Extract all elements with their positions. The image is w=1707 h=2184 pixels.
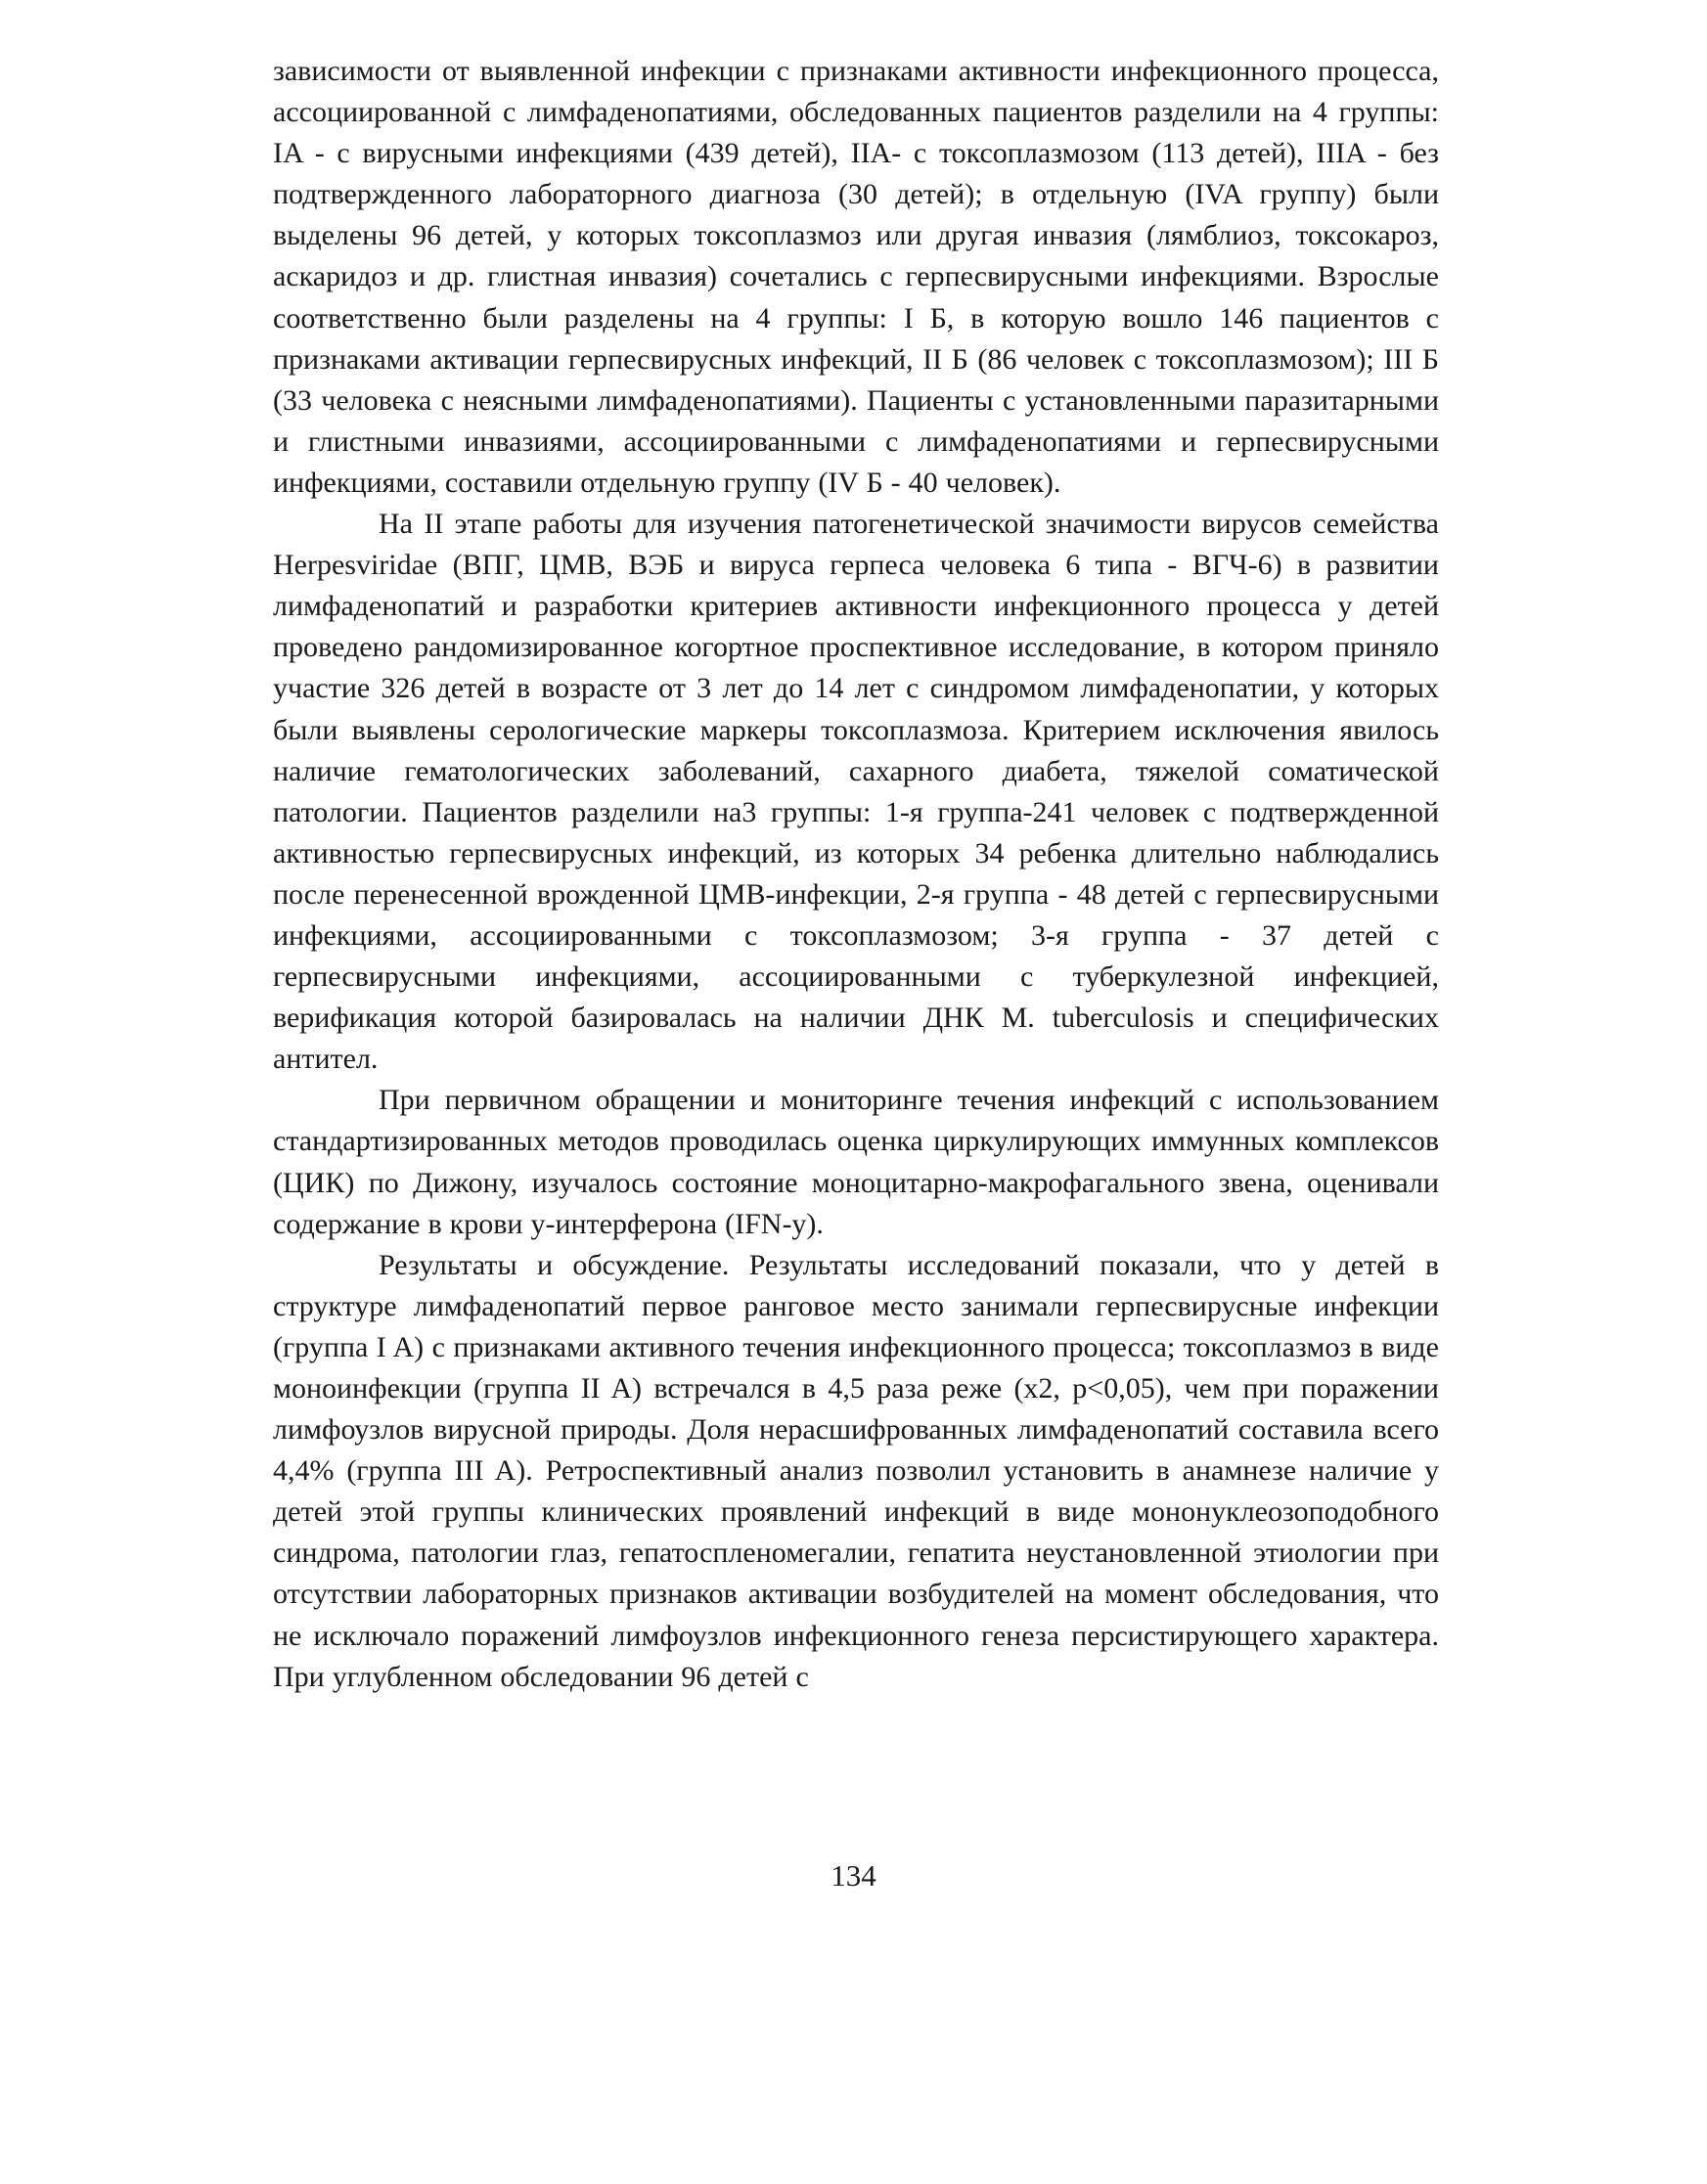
paragraph-monitoring: При первичном обращении и мониторинге течения инфекций с использованием стандартизированных методов проводилась оценка циркулирующих иммунных комплексов (ЦИК) по Дижону, изучалось состояние моноцитарно-макрофагального звена, оценивали содержание в крови у-интерферона (IFN-y). — [273, 1084, 1439, 1240]
paragraph-results: Результаты и обсуждение. Результаты исследований показали, что у детей в структуре лимфаденопатий первое ранговое место занимали герпесвирусные инфекции (группа I A) с признаками активного течения инфекционного процесса; токсоплазмоз в виде моноинфекции (группа II A) встречался в 4,5 раза реже (x2, p<0,05), чем при поражении лимфоузлов вирусной природы. Доля нерасшифрованных лимфаденопатий составила всего 4,4% (группа III A). Ретроспективный анализ позволил установить в анамнезе наличие у детей этой группы клинических проявлений инфекций в виде мононуклеозоподобного синдрома, патологии глаз, гепатоспленомегалии, гепатита неустановленной этиологии при отсутствии лабораторных признаков активации возбудителей на момент обследования, что не исключало поражений лимфоузлов инфекционного генеза персистирующего характера. При углубленном обследовании 96 детей с — [273, 1248, 1439, 1693]
paragraph-stage-two: На II этапе работы для изучения патогенетической значимости вирусов семейства Herpesviridae (ВПГ, ЦМВ, ВЭБ и вируса герпеса человека 6 типа - ВГЧ-6) в развитии лимфаденопатий и разработки критериев активности инфекционного процесса у детей проведено рандомизированное когортное проспективное исследование, в котором приняло участие 326 детей в возрасте от 3 лет до 14 лет с синдромом лимфаденопатии, у которых были выявлены серологические маркеры токсоплазмоза. Критерием исключения явилось наличие гематологических заболеваний, сахарного диабета, тяжелой соматической патологии. Пациентов разделили на3 группы: 1-я группа-241 человек с подтвержденной активностью герпесвирусных инфекций, из которых 34 ребенка длительно наблюдались после перенесенной врожденной ЦМВ-инфекции, 2-я группа - 48 детей с герпесвирусными инфекциями, ассоциированными с токсоплазмозом; 3-я группа - 37 детей с герпесвирусными инфекциями, ассоциированными с туберкулезной инфекцией, верификация которой базировалась на наличии ДНК M. tuberculosis и специфических антител. — [273, 508, 1439, 1076]
body-text — [273, 51, 1439, 1698]
paragraph-continuation: зависимости от выявленной инфекции с признаками активности инфекционного процесса, ассоциированной с лимфаденопатиями, обследованных пациентов разделили на 4 группы: IA - с вирусными инфекциями (439 детей), IIA- с токсоплазмозом (113 детей), IIIA - без подтвержденного лабораторного диагноза (30 детей); в отдельную (IVA группу) были выделены 96 детей, у которых токсоплазмоз или другая инвазия (лямблиоз, токсокароз, аскаридоз и др. глистная инвазия) сочетались с герпесвирусными инфекциями. Взрослые соответственно были разделены на 4 группы: I Б, в которую вошло 146 пациентов с признаками активации герпесвирусных инфекций, II Б (86 человек с токсоплазмозом); III Б (33 человека с неясными лимфаденопатиями). Пациенты с установленными паразитарными и глистными инвазиями, ассоциированными с лимфаденопатиями и герпесвирусными инфекциями, составили отдельную группу (IV Б - 40 человек). — [273, 55, 1439, 499]
page-number: 134 — [831, 1858, 876, 1893]
